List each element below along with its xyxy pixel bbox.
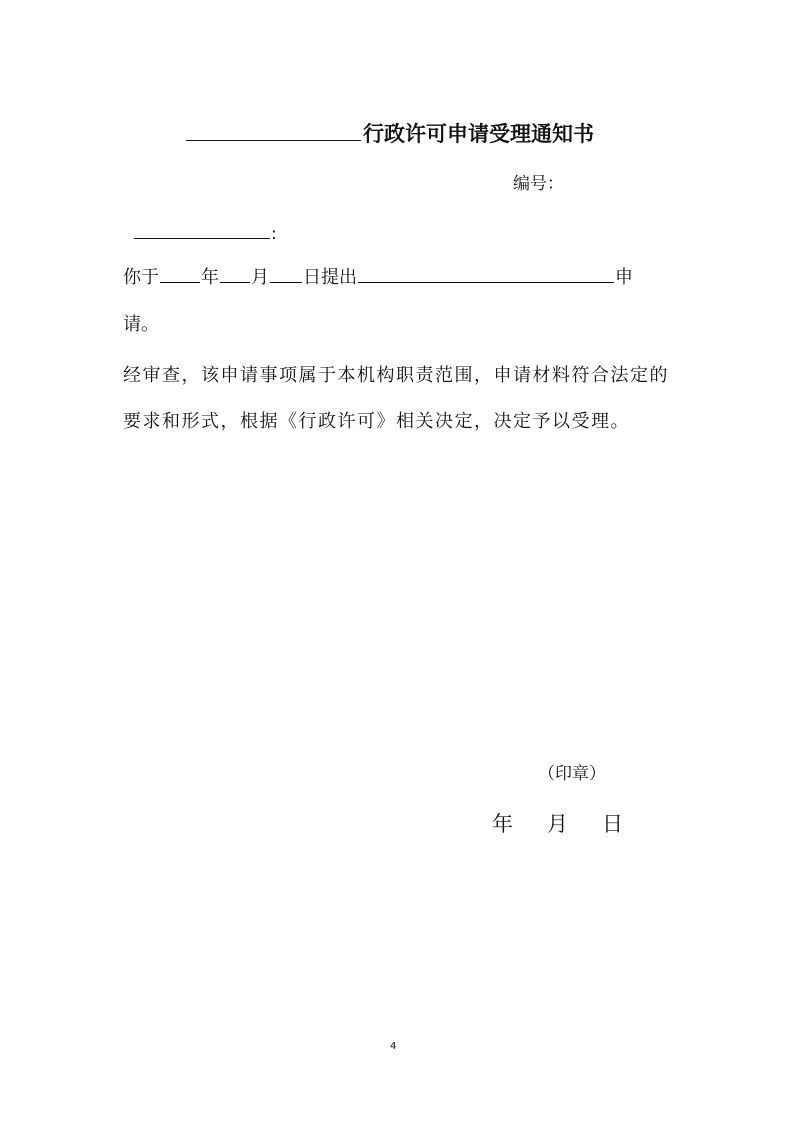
date-month: 月: [547, 812, 568, 836]
applicant-name-blank[interactable]: [134, 222, 270, 239]
seal-placeholder: （印章）: [538, 764, 606, 784]
year-blank[interactable]: [160, 262, 200, 283]
signature-date: [492, 810, 623, 838]
date-year: 年: [492, 812, 513, 836]
application-date-line: [123, 262, 633, 291]
agency-name-blank[interactable]: [186, 116, 361, 141]
day-submitted-text: 日提出: [303, 267, 357, 288]
application-continuation: 请。: [123, 314, 159, 335]
page-number: 4: [390, 1041, 397, 1052]
document-title: [186, 116, 594, 150]
day-blank[interactable]: [270, 262, 302, 283]
addressee-line: [133, 222, 277, 245]
review-decision-paragraph: 经审查，该申请事项属于本机构职责范围，申请材料符合法定的要求和形式，根据《行政许可》相关决定，决定予以受理。: [123, 365, 669, 432]
month-text: 月: [251, 267, 269, 288]
addressee-colon: :: [271, 224, 277, 244]
application-item-blank[interactable]: [358, 262, 614, 283]
date-day: 日: [602, 812, 623, 836]
apply-text: 申: [615, 267, 633, 288]
year-text: 年: [201, 267, 219, 288]
month-blank[interactable]: [220, 262, 250, 283]
title-text: 行政许可申请受理通知书: [363, 122, 594, 146]
you-text: 你于: [123, 267, 159, 288]
document-number-label: 编号：: [513, 174, 564, 194]
